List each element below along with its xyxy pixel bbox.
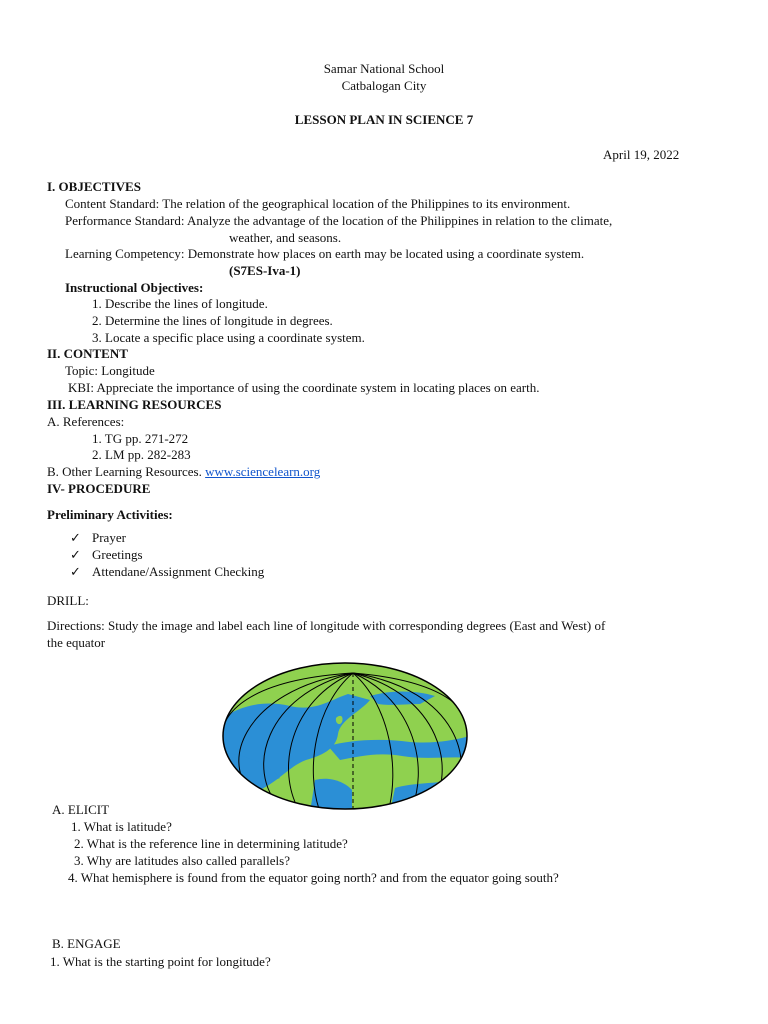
objective-item: 3. Locate a specific place using a coordinate system. — [92, 330, 365, 345]
activity-item — [70, 530, 126, 546]
checkmark-icon: ✓ — [70, 530, 81, 545]
objective-item: 1. Describe the lines of longitude. — [92, 296, 268, 311]
performance-standard-cont: weather, and seasons. — [229, 230, 342, 245]
content-heading: II. CONTENT — [47, 346, 128, 361]
learning-competency-label: Learning Competency: — [65, 246, 185, 261]
references-label: A. References: — [47, 414, 125, 429]
content-topic: Topic: Longitude — [65, 363, 155, 378]
activity-label: Attendane/Assignment Checking — [92, 564, 265, 579]
content-standard-label: Content Standard: — [65, 196, 160, 211]
activity-label: Prayer — [92, 530, 126, 545]
resources-heading: III. LEARNING RESOURCES — [47, 397, 222, 412]
procedure-heading: IV- PROCEDURE — [47, 481, 151, 496]
longitude-globe-image — [220, 660, 470, 812]
elicit-question: 2. What is the reference line in determining latitude? — [74, 836, 348, 851]
drill-directions: Directions: Study the image and label each line of longitude with corresponding degrees (East and West) of — [47, 618, 606, 633]
reference-item: 2. LM pp. 282-283 — [92, 447, 191, 462]
activity-item — [70, 564, 264, 580]
engage-heading: B. ENGAGE — [52, 936, 121, 951]
sciencelearn-link[interactable]: www.sciencelearn.org — [205, 464, 321, 479]
reference-item: 1. TG pp. 271-272 — [92, 431, 189, 446]
objectives-heading: I. OBJECTIVES — [47, 179, 141, 194]
other-resources-label: B. Other Learning Resources. — [47, 464, 202, 479]
document-date: April 19, 2022 — [603, 147, 680, 162]
checkmark-icon: ✓ — [70, 547, 81, 562]
activity-label: Greetings — [92, 547, 143, 562]
elicit-question: 4. What hemisphere is found from the equator going north? and from the equator going south? — [68, 870, 559, 885]
engage-question: 1. What is the starting point for longitude? — [50, 954, 271, 969]
other-resources — [47, 464, 320, 480]
activity-item — [70, 547, 143, 563]
content-standard-text: The relation of the geographical location of the Philippines to its environment. — [162, 196, 571, 211]
learning-competency — [65, 246, 584, 262]
document-title: LESSON PLAN IN SCIENCE 7 — [294, 112, 474, 127]
instructional-objectives-heading: Instructional Objectives: — [65, 280, 204, 295]
content-standard — [65, 196, 570, 212]
drill-directions-cont: the equator — [47, 635, 106, 650]
content-kbi: KBI: Appreciate the importance of using the coordinate system in locating places on earth. — [68, 380, 540, 395]
learning-competency-text: Demonstrate how places on earth may be located using a coordinate system. — [187, 246, 585, 261]
competency-code: (S7ES-Iva-1) — [229, 263, 301, 278]
elicit-question: 1. What is latitude? — [71, 819, 172, 834]
elicit-heading: A. ELICIT — [52, 802, 110, 817]
elicit-question: 3. Why are latitudes also called parallels? — [74, 853, 290, 868]
drill-label: DRILL: — [47, 593, 89, 608]
performance-standard — [65, 213, 612, 229]
performance-standard-text: Analyze the advantage of the location of the Philippines in relation to the climate, — [187, 213, 613, 228]
objective-item: 2. Determine the lines of longitude in degrees. — [92, 313, 333, 328]
school-name: Samar National School — [323, 61, 445, 76]
school-city: Catbalogan City — [341, 78, 427, 93]
performance-standard-label: Performance Standard: — [65, 213, 185, 228]
checkmark-icon: ✓ — [70, 564, 81, 579]
preliminary-activities-heading: Preliminary Activities: — [47, 507, 173, 522]
